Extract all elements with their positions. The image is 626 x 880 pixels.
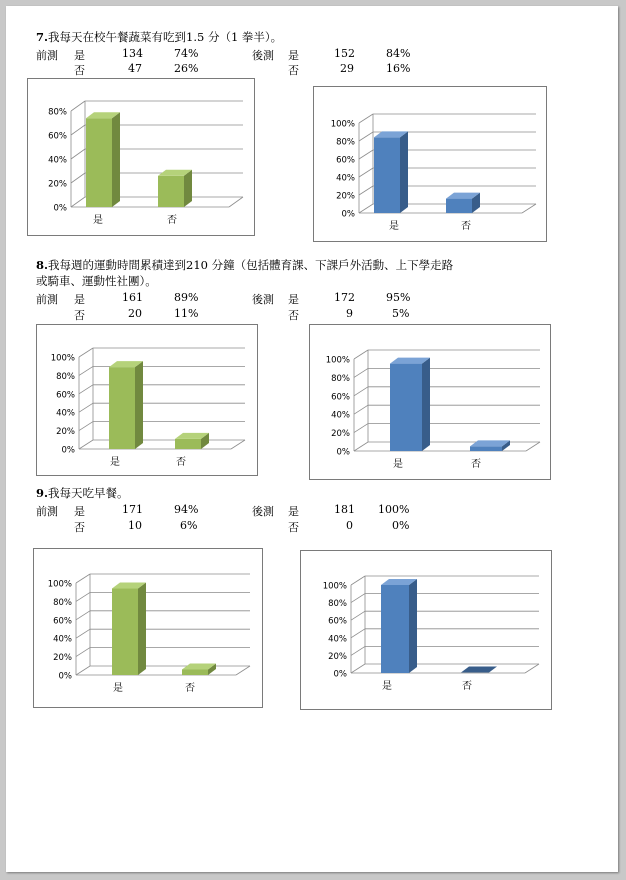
gridline-diag <box>354 442 368 451</box>
option: 是 <box>74 293 85 306</box>
bar-是 <box>381 579 417 673</box>
gridline-diag <box>359 168 373 177</box>
bar-front <box>182 669 208 675</box>
y-tick-label: 0% <box>53 203 67 214</box>
count: 171 <box>122 503 143 516</box>
y-tick-label: 0% <box>61 445 75 456</box>
chart-q8-post <box>309 324 551 480</box>
count: 9 <box>346 307 353 320</box>
bar-否 <box>461 667 497 673</box>
percent: 26% <box>174 62 199 75</box>
gridline-diag <box>76 592 90 601</box>
x-tick-label: 是 <box>113 683 123 694</box>
percent: 16% <box>386 62 411 75</box>
y-tick-label: 20% <box>48 179 67 190</box>
y-tick-label: 0% <box>336 447 350 458</box>
option: 否 <box>74 521 85 534</box>
gridline-diag <box>79 440 93 449</box>
gridline-diag <box>354 424 368 433</box>
bar-side <box>184 170 192 207</box>
gridline-diag <box>71 173 85 183</box>
y-tick-label: 80% <box>48 107 67 118</box>
y-tick-label: 40% <box>328 634 347 645</box>
post-label: 後測 <box>252 505 274 518</box>
bar-front <box>175 439 201 449</box>
gridline-diag <box>71 101 85 111</box>
chart-svg <box>301 551 551 709</box>
y-tick-label: 80% <box>331 373 350 384</box>
bar-是 <box>112 583 146 675</box>
question-text: 或騎車、運動性社團）。 <box>36 274 157 288</box>
y-tick-label: 40% <box>56 408 75 419</box>
chart-q8-pre <box>36 324 258 476</box>
y-tick-label: 80% <box>56 371 75 382</box>
percent: 0% <box>392 519 410 532</box>
y-tick-label: 80% <box>336 137 355 148</box>
gridline-diag <box>79 422 93 431</box>
chart-svg <box>310 325 550 479</box>
bar-front <box>381 585 409 673</box>
y-tick-label: 60% <box>331 392 350 403</box>
post-label: 後測 <box>252 293 274 306</box>
question-text: 我每天吃早餐。 <box>48 486 129 500</box>
count: 29 <box>340 62 354 75</box>
y-tick-label: 0% <box>341 209 355 220</box>
bar-front <box>374 137 400 213</box>
y-tick-label: 60% <box>328 616 347 627</box>
chart-q9-pre <box>33 548 263 708</box>
bar-side <box>135 361 143 449</box>
x-tick-label: 是 <box>110 457 120 468</box>
count: 10 <box>128 519 142 532</box>
option: 否 <box>288 521 299 534</box>
y-tick-label: 40% <box>48 155 67 166</box>
post-label: 後測 <box>252 49 274 62</box>
y-tick-label: 20% <box>336 191 355 202</box>
bar-否 <box>182 663 216 675</box>
y-tick-label: 0% <box>58 671 72 682</box>
floor-right <box>231 440 245 449</box>
count: 161 <box>122 291 143 304</box>
x-tick-label: 否 <box>471 459 481 470</box>
percent: 74% <box>174 47 199 60</box>
bar-否 <box>470 440 510 451</box>
y-tick-label: 40% <box>331 410 350 421</box>
question-8-title <box>36 258 453 272</box>
y-tick-label: 100% <box>47 579 72 590</box>
question-7-title <box>36 30 282 44</box>
gridline-diag <box>359 186 373 195</box>
floor-right <box>236 666 250 675</box>
chart-svg <box>28 79 254 235</box>
chart-svg <box>34 549 262 707</box>
gridline-diag <box>76 629 90 638</box>
percent: 94% <box>174 503 199 516</box>
gridline-diag <box>359 114 373 123</box>
y-tick-label: 100% <box>322 581 347 592</box>
chart-q7-post <box>313 86 547 242</box>
x-tick-label: 否 <box>176 457 186 468</box>
chart-q7-pre <box>27 78 255 236</box>
chart-q9-post <box>300 550 552 710</box>
gridline-diag <box>351 646 365 655</box>
bar-front <box>112 589 138 675</box>
gridline-diag <box>76 666 90 675</box>
y-tick-label: 100% <box>330 119 355 130</box>
count: 172 <box>334 291 355 304</box>
gridline-diag <box>76 574 90 583</box>
bar-front <box>470 446 502 451</box>
x-tick-label: 是 <box>93 215 103 226</box>
gridline-diag <box>351 611 365 620</box>
bar-front <box>109 367 135 449</box>
bar-否 <box>446 193 480 213</box>
x-tick-label: 是 <box>382 681 392 692</box>
y-tick-label: 60% <box>56 390 75 401</box>
y-tick-label: 80% <box>53 597 72 608</box>
y-tick-label: 60% <box>53 616 72 627</box>
percent: 6% <box>180 519 198 532</box>
bar-side <box>409 579 417 673</box>
gridline-diag <box>359 132 373 141</box>
y-tick-label: 20% <box>331 429 350 440</box>
percent: 100% <box>378 503 410 516</box>
y-tick-label: 0% <box>333 669 347 680</box>
percent: 11% <box>174 307 199 320</box>
bar-front <box>390 364 422 451</box>
option: 否 <box>288 309 299 322</box>
bar-是 <box>374 131 408 213</box>
pre-label: 前測 <box>36 49 58 62</box>
y-tick-label: 100% <box>50 353 75 364</box>
floor-right <box>525 664 539 673</box>
x-tick-label: 否 <box>167 215 177 226</box>
gridline-diag <box>71 125 85 135</box>
pre-label: 前測 <box>36 293 58 306</box>
gridline-diag <box>351 594 365 603</box>
gridline-diag <box>359 204 373 213</box>
bar-front <box>446 199 472 213</box>
x-tick-label: 否 <box>461 221 471 232</box>
option: 是 <box>288 49 299 62</box>
floor-right <box>229 197 243 207</box>
gridline-diag <box>79 366 93 375</box>
gridline-diag <box>354 350 368 359</box>
bar-否 <box>158 170 192 207</box>
question-number: 8. <box>36 258 49 272</box>
question-8-title-cont <box>36 274 157 288</box>
option: 是 <box>74 505 85 518</box>
gridline-diag <box>79 348 93 357</box>
percent: 5% <box>392 307 410 320</box>
gridline-diag <box>351 629 365 638</box>
x-tick-label: 否 <box>462 681 472 692</box>
bar-side <box>138 583 146 675</box>
percent: 89% <box>174 291 199 304</box>
count: 47 <box>128 62 142 75</box>
bar-side <box>112 112 120 207</box>
count: 152 <box>334 47 355 60</box>
option: 否 <box>74 64 85 77</box>
option: 否 <box>288 64 299 77</box>
floor-right <box>522 204 536 213</box>
chart-svg <box>314 87 546 241</box>
gridline-diag <box>359 150 373 159</box>
bar-否 <box>175 433 209 449</box>
option: 是 <box>288 293 299 306</box>
gridline-diag <box>71 197 85 207</box>
gridline-diag <box>354 387 368 396</box>
count: 181 <box>334 503 355 516</box>
y-tick-label: 20% <box>53 653 72 664</box>
y-tick-label: 20% <box>56 427 75 438</box>
gridline-diag <box>71 149 85 159</box>
y-tick-label: 60% <box>48 131 67 142</box>
bar-front <box>86 118 112 207</box>
bar-是 <box>109 361 143 449</box>
x-tick-label: 是 <box>389 221 399 232</box>
x-tick-label: 否 <box>185 683 195 694</box>
question-9-title <box>36 486 129 500</box>
option: 是 <box>288 505 299 518</box>
y-tick-label: 60% <box>336 155 355 166</box>
y-tick-label: 100% <box>325 355 350 366</box>
bar-是 <box>390 358 430 451</box>
floor-right <box>526 442 540 451</box>
chart-svg <box>37 325 257 475</box>
question-number: 7. <box>36 30 49 44</box>
y-tick-label: 80% <box>328 599 347 610</box>
y-tick-label: 20% <box>328 651 347 662</box>
question-text: 我每週的運動時間累積達到210 分鐘（包括體育課、下課戶外活動、上下學走路 <box>48 258 454 272</box>
gridline-diag <box>76 648 90 657</box>
bar-side <box>422 358 430 451</box>
pre-label: 前測 <box>36 505 58 518</box>
y-tick-label: 40% <box>336 173 355 184</box>
y-tick-label: 40% <box>53 634 72 645</box>
gridline-diag <box>354 405 368 414</box>
question-number: 9. <box>36 486 49 500</box>
bar-top <box>461 667 497 673</box>
count: 134 <box>122 47 143 60</box>
document-page <box>6 6 618 872</box>
gridline-diag <box>351 576 365 585</box>
gridline-diag <box>354 368 368 377</box>
bar-side <box>400 131 408 213</box>
gridline-diag <box>76 611 90 620</box>
count: 0 <box>346 519 353 532</box>
gridline-diag <box>79 403 93 412</box>
percent: 84% <box>386 47 411 60</box>
option: 否 <box>74 309 85 322</box>
gridline-diag <box>351 664 365 673</box>
x-tick-label: 是 <box>393 459 403 470</box>
option: 是 <box>74 49 85 62</box>
percent: 95% <box>386 291 411 304</box>
gridline-diag <box>79 385 93 394</box>
question-text: 我每天在校午餐蔬菜有吃到1.5 分（1 拳半）。 <box>48 30 283 44</box>
bar-front <box>158 176 184 207</box>
count: 20 <box>128 307 142 320</box>
bar-是 <box>86 112 120 207</box>
